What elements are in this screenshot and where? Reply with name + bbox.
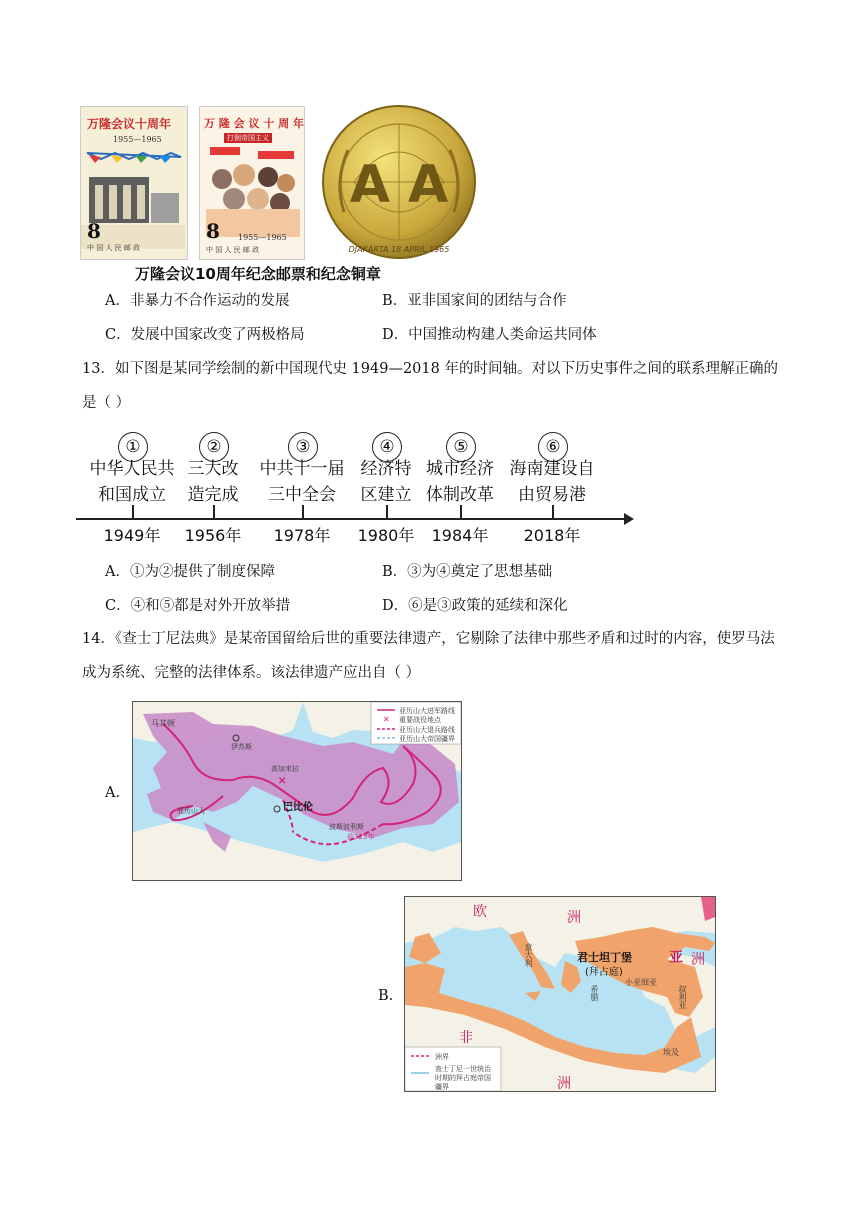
stamp2-title: 万 隆 会 议 十 周 年 [204,117,304,130]
stamp1-post: 中 国 人 民 邮 政 [87,244,141,252]
option-text: 中国推动构建人类命运共同体 [408,327,597,343]
stamp-people-crowd [199,106,305,260]
medal-letters: A A [349,155,449,215]
label-alexandria: 亚历山大 [177,807,205,815]
timeline-tick [132,505,134,519]
label-asia-2: 洲 [691,952,705,968]
stamp-bandung-building [80,106,188,260]
commemorative-medal [314,102,484,262]
timeline-event-2: 三大改 造完成 [187,459,239,505]
option-text: 发展中国家改变了两极格局 [130,327,305,343]
label-africa-1: 非 [459,1030,473,1046]
q14-option-b[interactable]: B. [378,988,394,1004]
q13-option-b[interactable] [382,562,552,582]
medal-rim-text: DJAKARTA 18 APRIL 1965 [348,245,450,254]
label-persepolis: 波斯波利斯 [329,823,364,831]
timeline-event-1: 中华人民共 和国成立 [89,459,175,505]
option-letter: A． [105,564,130,580]
q12-option-a[interactable] [105,291,289,311]
label-asia-minor: 小亚细亚 [625,978,657,987]
stamp2-years: 1955—1965 [238,233,287,242]
label-byzantium: (拜占庭) [585,967,623,978]
stamp1-years: 1955—1965 [113,135,162,144]
timeline-marker-6: ⑥ [538,432,568,462]
option-letter: C． [105,598,131,614]
svg-text:✕: ✕ [383,715,390,724]
q13-stem: 13．如下图是某同学绘制的新中国现代史 1949—2018 年的时间轴。对以下历史事件之间的联系理解正确的是（ ） [82,361,778,411]
q13-option-c[interactable] [105,596,290,616]
map-alexander-empire[interactable] [132,701,462,881]
q13-option-a[interactable] [105,562,275,582]
q12-option-d[interactable] [382,325,597,345]
legend-empire-border: 亚历山大帝国疆界 [399,735,455,743]
option-text: ④和⑤都是对外开放举措 [130,598,291,614]
label-macedon: 马其顿 [151,719,175,728]
label-egypt: 埃及 [663,1048,679,1057]
option-letter: D． [382,598,409,614]
label-europe-2: 洲 [567,910,581,926]
timeline-tick [552,505,554,519]
label-greece: 希腊 [590,985,599,1001]
legend-battle-site: 重要战役地点 [399,716,441,724]
figure12-caption: 万隆会议10周年纪念邮票和纪念铜章 [135,265,381,283]
label-syria: 叙利亚 [678,985,687,1009]
timeline-marker-5: ⑤ [446,432,476,462]
q14-stem: 14．《查士丁尼法典》是某帝国留给后世的重要法律遗产，它剔除了法律中那些矛盾和过时的内容，使罗马法成为系统、完整的法律体系。该法律遗产应出自（ ） [82,631,775,681]
timeline-marker-1: ① [118,432,148,462]
timeline-event-6: 海南建设自 由贸易港 [509,459,595,505]
timeline-year-4: 1980年 [357,526,415,545]
label-asia-1: 亚 [669,950,683,966]
label-issus: 伊苏斯 [231,743,252,751]
legend-retreat-route: 亚历山大退兵路线 [399,726,455,734]
option-letter: B． [382,293,408,309]
map-byzantine-empire[interactable] [404,896,716,1092]
option-letter: B． [382,564,408,580]
svg-text:✕: ✕ [278,776,287,787]
stamp2-banner: 打倒帝国主义 [224,133,272,143]
timeline-marker-2: ② [199,432,229,462]
legend-byzantine-border: 查士丁尼一世统治时期的拜占庭帝国疆界 [435,1065,491,1091]
q13-option-d[interactable] [382,596,568,616]
timeline-marker-4: ④ [372,432,402,462]
option-text: 非暴力不合作运动的发展 [129,293,290,309]
option-letter: A． [105,293,130,309]
timeline-tick [460,505,462,519]
stamp2-post: 中 国 人 民 邮 政 [206,246,260,254]
timeline-year-6: 2018年 [523,526,581,545]
label-europe-1: 欧 [473,904,487,920]
timeline-marker-3: ③ [288,432,318,462]
label-year: 前325年 [347,833,375,841]
option-text: ⑥是③政策的延续和深化 [408,598,568,614]
q12-option-c[interactable] [105,325,305,345]
stamp1-value: 8 [87,219,101,243]
q14-option-a[interactable]: A. [105,785,121,801]
timeline-event-5: 城市经济 体制改革 [426,459,494,505]
option-text: 亚非国家间的团结与合作 [407,293,567,309]
legend-advance-route: 亚历山大进军路线 [399,707,455,715]
option-letter: C． [105,327,131,343]
timeline-event-3: 中共十一届 三中全会 [259,459,345,505]
timeline-year-3: 1978年 [273,526,331,545]
option-letter: D． [382,327,409,343]
label-constantinople: 君士坦丁堡 [577,951,632,964]
legend-continent-border: 洲界 [435,1053,449,1061]
stamp2-value: 8 [206,219,220,243]
label-italy: 意大利 [524,943,533,967]
stamp1-title: 万隆会议十周年 [87,117,172,131]
map-b-graphic [405,897,715,1091]
timeline-event-4: 经济特 区建立 [360,459,412,505]
timeline-tick [213,505,215,519]
label-africa-2: 洲 [557,1076,571,1092]
q12-option-b[interactable] [382,291,567,311]
label-gaugamela: 高加米拉 [271,765,299,773]
timeline-year-1: 1949年 [103,526,161,545]
timeline-tick [386,505,388,519]
label-babylon: 巴比伦 [283,802,313,813]
option-text: ③为④奠定了思想基础 [407,564,553,580]
timeline-year-5: 1984年 [431,526,489,545]
timeline-tick [302,505,304,519]
option-text: ①为②提供了制度保障 [129,564,275,580]
timeline-year-2: 1956年 [184,526,242,545]
